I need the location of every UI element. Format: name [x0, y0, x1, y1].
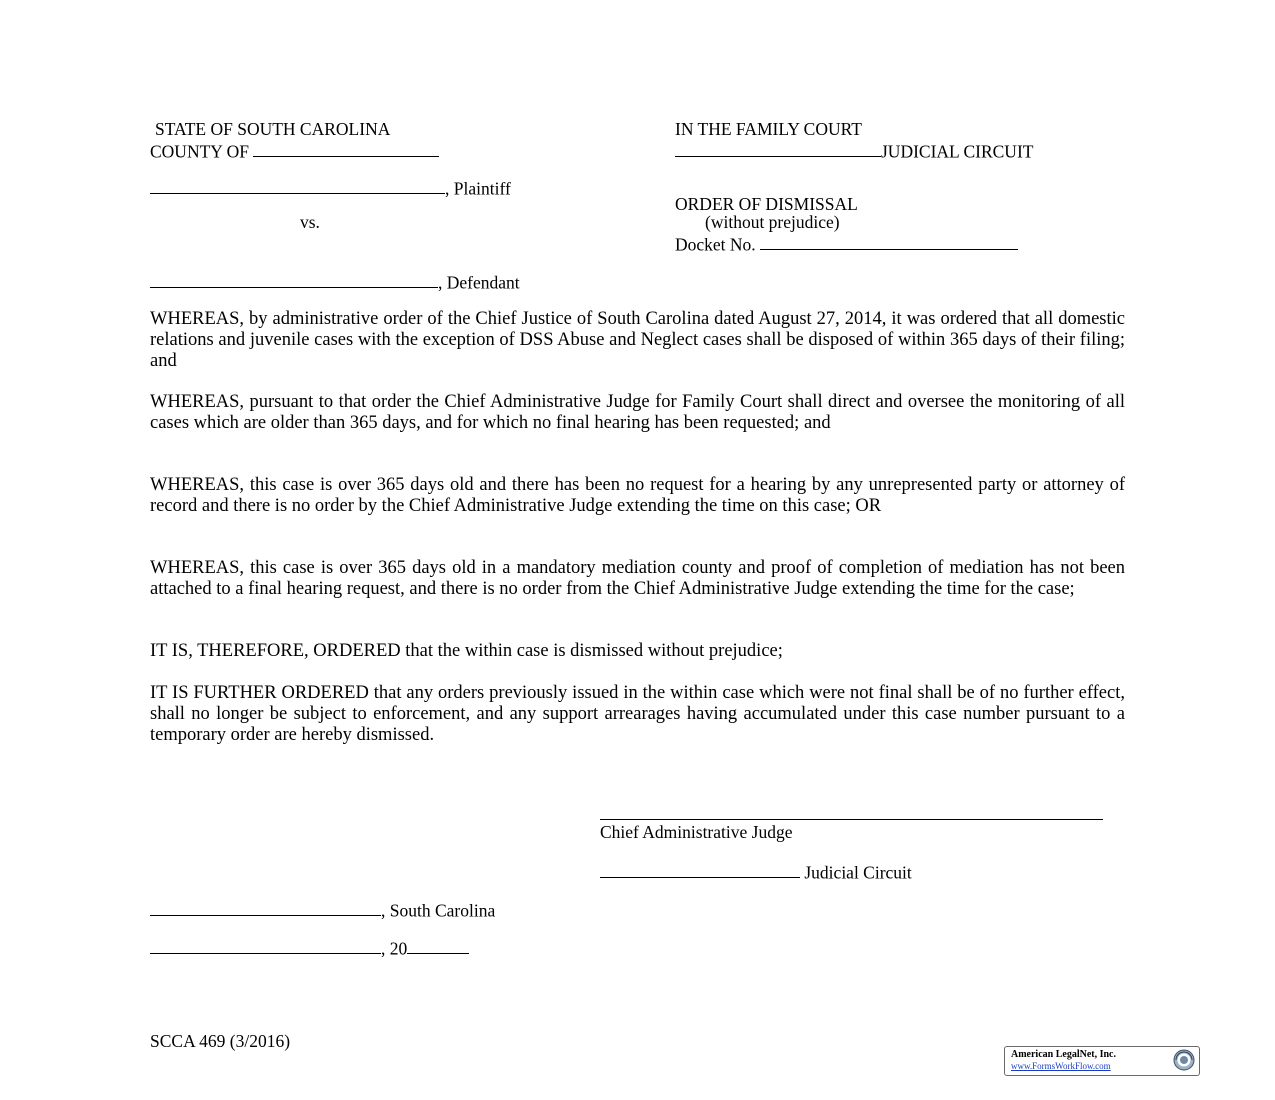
year-blank[interactable] [407, 935, 469, 954]
whereas-paragraph-1: WHEREAS, by administrative order of the Chief Justice of South Carolina dated August 27, 2014, it was ordered that all domestic relations and juvenile cases with the exception of DSS Abuse and Neglect cases shall be disposed of within 365 days of their filing; and [150, 309, 1125, 371]
judge-signature-line[interactable] [600, 819, 1103, 820]
county-blank[interactable] [253, 138, 439, 157]
defendant-blank[interactable] [150, 269, 438, 288]
plaintiff-label: , Plaintiff [445, 178, 511, 199]
state-heading: STATE OF SOUTH CAROLINA [155, 119, 391, 139]
date-blank[interactable] [150, 935, 381, 954]
place-label: , South Carolina [381, 900, 496, 921]
further-ordered-paragraph: IT IS FURTHER ORDERED that any orders previously issued in the within case which were not final shall be of no further effect, shall no longer be subject to enforcement, and any support arrearages having accumulated under this case number pursuant to a temporary order are hereby dismissed. [150, 683, 1125, 745]
plaintiff-line [150, 175, 511, 199]
whereas-paragraph-4: WHEREAS, this case is over 365 days old in a mandatory mediation county and proof of completion of mediation has not been attached to a final hearing request, and there is no order from the Chief Administrative Judge extending the time for the case; [150, 558, 1125, 599]
plaintiff-blank[interactable] [150, 175, 445, 194]
whereas-paragraph-3: WHEREAS, this case is over 365 days old and there has been no request for a hearing by any unrepresented party or attorney of record and there is no order by the Chief Administrative Judge extending the time on this case; OR [150, 475, 1125, 516]
court-heading: IN THE FAMILY COURT [675, 119, 862, 139]
defendant-label: , Defendant [438, 272, 520, 293]
american-legalnet-logo[interactable] [1004, 1046, 1200, 1076]
order-subtitle: (without prejudice) [705, 212, 840, 232]
versus-text: vs. [300, 212, 320, 232]
circuit-label: JUDICIAL CIRCUIT [881, 141, 1034, 162]
signature-circuit-label: Judicial Circuit [804, 862, 912, 883]
judge-title: Chief Administrative Judge [600, 822, 793, 842]
ordered-paragraph: IT IS, THEREFORE, ORDERED that the within case is dismissed without prejudice; [150, 641, 783, 661]
county-label: COUNTY OF [150, 141, 250, 162]
logo-name: American LegalNet, Inc. [1011, 1049, 1116, 1060]
globe-icon [1173, 1049, 1195, 1071]
logo-url[interactable]: www.FormsWorkFlow.com [1011, 1061, 1111, 1071]
place-line [150, 897, 495, 921]
docket-blank[interactable] [760, 231, 1018, 250]
defendant-line [150, 269, 520, 293]
docket-label: Docket No. [675, 234, 756, 255]
county-line [150, 138, 439, 162]
docket-line [675, 231, 1018, 255]
whereas-paragraph-2: WHEREAS, pursuant to that order the Chief Administrative Judge for Family Court shall direct and oversee the monitoring of all cases which are older than 365 days, and for which no final hearing has been requested; and [150, 392, 1125, 433]
order-title: ORDER OF DISMISSAL [675, 194, 858, 214]
date-line [150, 935, 469, 959]
circuit-line [675, 138, 1033, 162]
place-blank[interactable] [150, 897, 381, 916]
form-code: SCCA 469 (3/2016) [150, 1031, 291, 1051]
circuit-blank[interactable] [675, 138, 881, 157]
signature-circuit-blank[interactable] [600, 859, 800, 878]
date-label: , 20 [381, 938, 408, 959]
signature-circuit-line [600, 859, 912, 883]
